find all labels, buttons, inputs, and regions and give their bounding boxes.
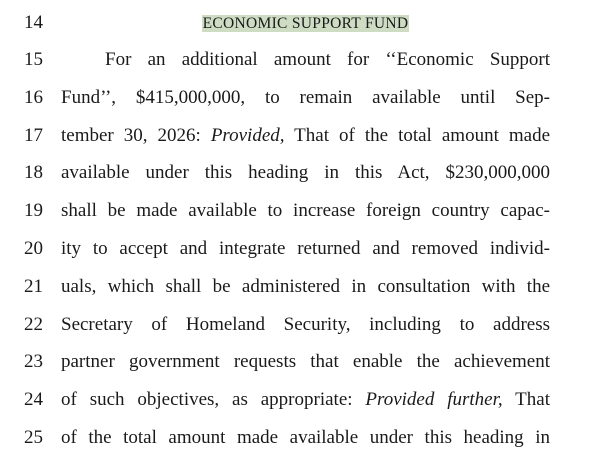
text-line xyxy=(0,310,600,340)
line-text xyxy=(61,423,550,453)
text-line xyxy=(0,45,600,75)
text-run: uals, which shall be administered in consultation with the xyxy=(61,275,550,297)
line-text xyxy=(61,158,550,188)
line-number: 22 xyxy=(24,313,43,335)
section-heading-text: ECONOMIC SUPPORT FUND xyxy=(202,15,409,32)
text-run: Secretary of Homeland Security, including to address xyxy=(61,313,550,335)
line-number: 14 xyxy=(24,12,43,33)
line-number: 21 xyxy=(24,275,43,297)
line-number: 15 xyxy=(24,49,43,70)
line-number: 23 xyxy=(24,351,43,373)
line-text xyxy=(61,310,550,340)
text-line xyxy=(0,234,600,264)
text-run: Fund’’, $415,000,000, to remain available until Sep- xyxy=(61,86,550,108)
line-text xyxy=(61,347,550,377)
line-number: 24 xyxy=(24,389,43,411)
section-heading xyxy=(61,8,550,39)
italic-text: Provided further, xyxy=(365,389,503,411)
text-line xyxy=(0,121,600,151)
text-run: shall be made available to increase foreign country capac- xyxy=(61,200,550,222)
line-text xyxy=(61,83,550,113)
line-text xyxy=(61,45,550,75)
line-number: 17 xyxy=(24,124,43,146)
heading-line xyxy=(0,8,600,38)
text-run: tember 30, 2026: xyxy=(61,124,211,146)
line-text xyxy=(61,234,550,264)
text-line xyxy=(0,196,600,226)
line-number: 19 xyxy=(24,200,43,222)
text-run: partner government requests that enable the achievement xyxy=(61,351,550,373)
text-line xyxy=(0,83,600,113)
line-number: 25 xyxy=(24,427,43,448)
line-number: 18 xyxy=(24,162,43,184)
text-run: ity to accept and integrate returned and removed individ- xyxy=(61,238,550,259)
text-line xyxy=(0,158,600,188)
text-line xyxy=(0,423,600,453)
text-line xyxy=(0,347,600,377)
italic-text: Provided, xyxy=(210,124,285,146)
line-text xyxy=(61,121,550,151)
text-line xyxy=(0,385,600,415)
line-text xyxy=(61,196,550,226)
text-run: of the total amount made available under this heading in xyxy=(61,427,550,448)
line-number: 16 xyxy=(24,86,43,108)
text-run: available under this heading in this Act, $230,000,000 xyxy=(61,162,550,184)
text-line xyxy=(0,272,600,302)
line-text xyxy=(61,272,550,302)
text-run: of such objectives, as appropriate: xyxy=(61,389,366,411)
text-run: That of the total amount made xyxy=(284,124,550,146)
line-number: 20 xyxy=(24,238,43,259)
text-run: For an additional amount for ‘‘Economic Support xyxy=(105,49,550,70)
text-run: That xyxy=(502,389,550,411)
line-text xyxy=(61,385,550,415)
